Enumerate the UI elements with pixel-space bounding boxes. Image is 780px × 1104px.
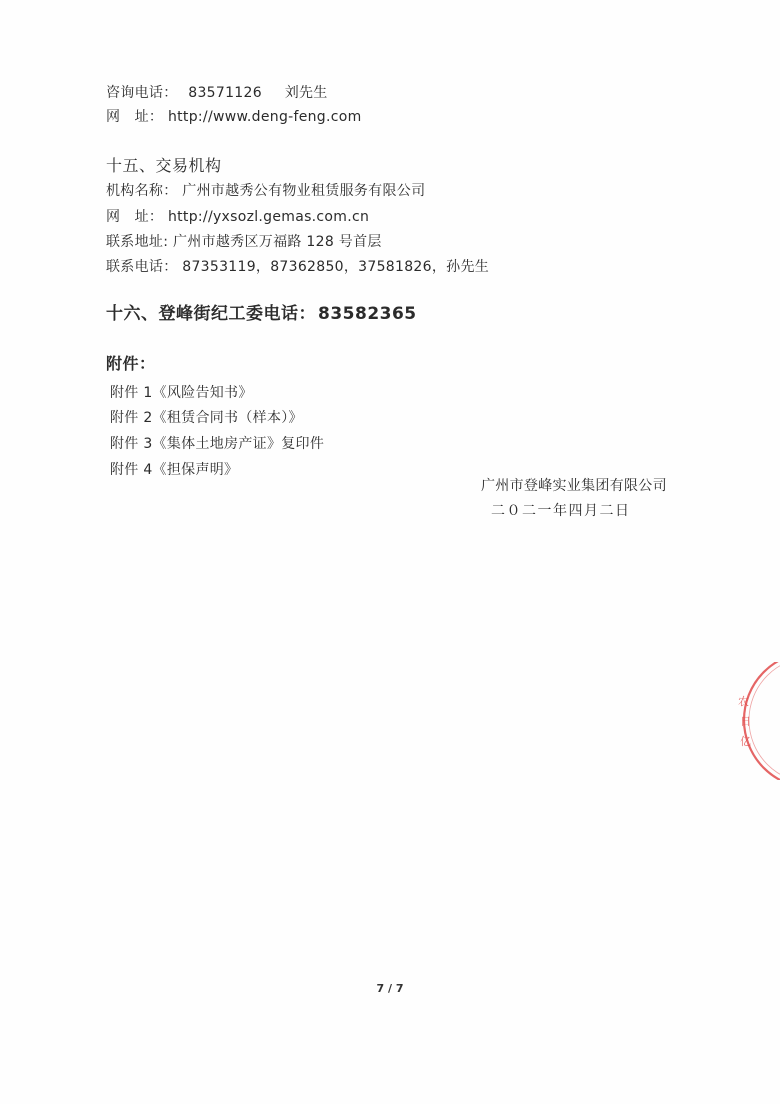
seal-text-fragment: 农 <box>738 695 749 708</box>
signature-company: 广州市登峰实业集团有限公司 <box>481 478 667 494</box>
attachment-item-1: 附件 1《风险告知书》 <box>110 385 253 401</box>
org-name-value: 广州市越秀公有物业租赁服务有限公司 <box>182 183 426 199</box>
org-phone-line <box>106 258 489 276</box>
attachment-item-4: 附件 4《担保声明》 <box>110 462 239 478</box>
section16-line <box>106 304 417 324</box>
attachment-item-3: 附件 3《集体土地房产证》复印件 <box>110 436 325 452</box>
org-phone-value: 87353119，87362850，37581826，孙先生 <box>182 259 490 275</box>
contact-phone-label: 咨询电话： <box>106 85 178 101</box>
section15-heading: 十五、交易机构 <box>106 156 222 175</box>
org-web-value: http://yxsozl.gemas.com.cn <box>167 209 370 225</box>
section16-heading: 十六、登峰街纪工委电话： <box>106 304 316 324</box>
org-address-value: 广州市越秀区万福路 128 号首层 <box>172 234 382 250</box>
org-web-label: 网 址： <box>106 209 164 225</box>
seal-text-fragment: 亿 <box>740 735 751 748</box>
seal-arc-icon <box>728 662 780 780</box>
contact-web-value: http://www.deng-feng.com <box>167 109 362 125</box>
contact-phone-value: 83571126 <box>188 85 262 101</box>
seal-text-fragment: 日 <box>740 715 751 728</box>
signature-date: 二０二一年四月二日 <box>491 503 631 519</box>
contact-phone-line <box>106 84 328 102</box>
contact-web-label: 网 址： <box>106 109 164 125</box>
org-address-label: 联系地址: <box>106 234 169 250</box>
org-name-line <box>106 182 425 200</box>
company-seal-stamp <box>728 662 780 780</box>
org-phone-label: 联系电话： <box>106 259 178 275</box>
page-number: 7 / 7 <box>376 982 404 995</box>
attachments-heading: 附件： <box>106 354 156 373</box>
contact-phone-person: 刘先生 <box>284 85 328 101</box>
org-address-line <box>106 233 382 251</box>
attachment-item-2: 附件 2《租赁合同书（样本）》 <box>110 410 303 426</box>
section16-phone: 83582365 <box>318 304 417 324</box>
org-name-label: 机构名称： <box>106 183 178 199</box>
contact-web-line <box>106 108 362 126</box>
org-web-line <box>106 208 369 226</box>
